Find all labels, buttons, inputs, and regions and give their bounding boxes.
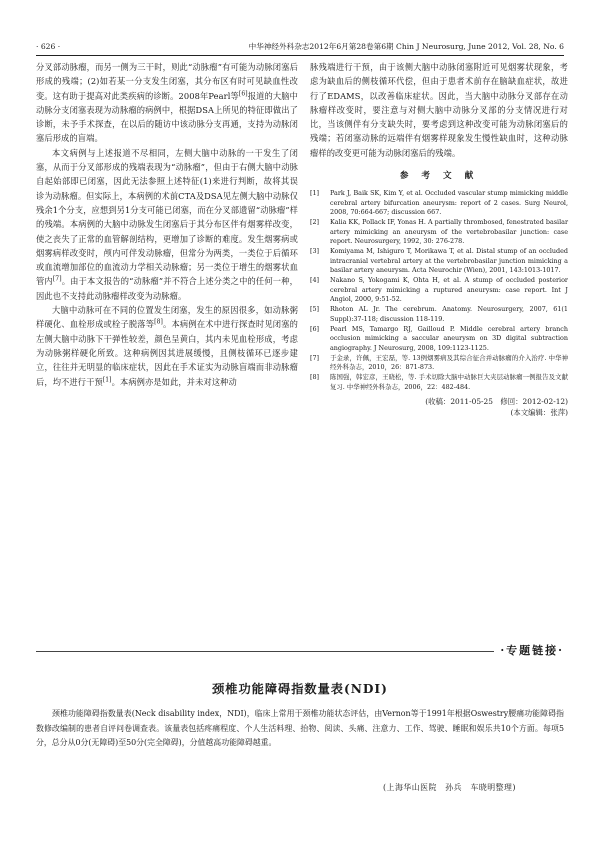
reference-text: Park J, Baik SK, Kim Y, et al. Occluded vascular stump mimicking middle cerebral artery bifurcation aneurysm: report of 2 cases. Surg Neurol, 2008, 70:664-667; discussion 667. xyxy=(330,189,568,217)
running-header xyxy=(36,42,564,52)
reference-text: 陈国强，韩宏彦，王晓松，等. 手术切除大脑中动脉巨大夹层动脉瘤一例报告及文献复习. 中华神经外科杂志，2006，22：482-484. xyxy=(330,373,568,391)
header-divider xyxy=(36,55,564,56)
article-footer: (上海华山医院 孙兵 车晓明整理) xyxy=(382,783,516,792)
reference-item xyxy=(310,373,568,392)
paragraph-1-text-cont: 报道的大脑中动脉分支闭塞表现为动脉瘤的病例中，根据DSA上所见的特征即做出了诊断，未予手术探查，在以后的随访中该动脉分支再通，支持为动脉闭塞后形成的盲端。 xyxy=(36,90,299,144)
reference-text: Pearl MS, Tamargo RJ, Gailloud P. Middle cerebral artery branch occlusion mimicking a saccular aneurysm on 3D digital subtraction angiography. J Neurosurg, 2008, 109:1123-1125. xyxy=(330,324,568,352)
paragraph-1-text: 分叉部动脉瘤，而另一侧为三干时，则此“动脉瘤”有可能为动脉闭塞后形成的残端；(2)如若某一分支发生闭塞，其分布区有时可见缺血性改变。这有助于提高对此类疾病的诊断。2008年Pearl等 xyxy=(36,62,298,101)
paragraph-4: 脉残端进行干预，由于该侧大脑中动脉闭塞附近可见烟雾状现象，考虑为缺血后的侧枝循环代偿，但由于患者术前存在脑缺血症状，故进行了EDAMS，以改善临床症状。因此，当大脑中动脉分叉部存在动脉瘤样改变时，要注意与对侧大脑中动脉分叉部的分支情况进行对比，当该侧伴有分支缺失时，要考虑到这种改变可能为动脉闭塞后的残端；若闭塞动脉的远端伴有烟雾样现象发生慢性缺血时，这种动脉瘤样的改变更可能为动脉闭塞后的残端。 xyxy=(310,62,568,158)
page-number: · 626 · xyxy=(36,42,61,51)
paragraph-3-text-cont: 。本病例在术中进行探查时见闭塞的左侧大脑中动脉下干弹性较差，颜色呈黄白，其内未见血栓形成，考虑为动脉粥样硬化所致。这种病例因其进展缓慢，且侧枝循环已逐步建立，往往并无明显的临床症状，因此在手术证实为动脉盲端而非动脉瘤后，均不进行干预 xyxy=(36,319,298,387)
reference-item xyxy=(310,189,568,218)
reference-number: [4] xyxy=(310,276,320,285)
paragraph-2-text: 本文病例与上述报道不尽相同，左侧大脑中动脉的一干发生了闭塞，从而于分叉部形成的残端表现为“动脉瘤”，但由于右侧大脑中动脉自起始部即已闭塞，因此无法参照上述特征(1)来进行判断，故将其误诊为动脉瘤。但实际上，本病例的术前CTA及DSA见左侧大脑中动脉仅残余1个分支，应想到另1分支可能已闭塞，而在分叉部遗留“动脉瘤”样的残端。本病例的大脑中动脉发生闭塞后于其分布区伴有烟雾样改变，使之丧失了正常的血管解剖结构，更增加了诊断的难度。发生烟雾病或烟雾病样改变时，颅内可伴发动脉瘤，但常分为两类，一类位于后循环或血流增加部位的血流动力学相关动脉瘤；另一类位于增生的烟雾状血管内 xyxy=(36,147,298,287)
paragraph-2-text-cont: 。由于本文报告的“动脉瘤”并不符合上述分类之中的任何一种，因此也不支持此动脉瘤样改变为动脉瘤。 xyxy=(36,276,298,301)
reference-number: [2] xyxy=(310,218,320,227)
citation-6: [6] xyxy=(238,89,248,97)
section-divider xyxy=(36,651,564,652)
references-heading: 参 考 文 献 xyxy=(399,171,479,182)
reference-text: Rhoton AL Jr. The cerebrum. Anatomy. Neurosurgery, 2007, 61(1 Suppl):37-118; discussion 118-119. xyxy=(330,305,568,323)
citation-1: [1] xyxy=(102,375,112,383)
citation-7: [7] xyxy=(52,275,62,283)
reference-number: [6] xyxy=(310,324,320,333)
reference-text: Komiyama M, Ishiguro T, Morikawa T, et al. Distal stump of an occluded intracranial vertebral artery at the vertebrobasilar junction mimicking a basilar artery aneurysm. Acta Neurochir (Wien), 2001, 143:1013-1017. xyxy=(330,247,568,275)
reference-list xyxy=(310,189,568,392)
right-column xyxy=(310,60,568,418)
reference-text: Kalia KK, Pollack IF, Yonas H. A partially thrombosed, fenestrated basilar artery mimicking an aneurysm of the vertebrobasilar junction: case report. Neurosurgery, 1992, 30: 276-278. xyxy=(330,218,568,246)
reference-item xyxy=(310,305,568,324)
reference-number: [5] xyxy=(310,305,320,314)
paragraph-3-text-end: 。本病例亦是如此，并未对这种动 xyxy=(111,376,237,387)
reference-number: [1] xyxy=(310,189,320,198)
article-body: 颈椎功能障碍指数量表(Neck disability index，NDI)，临床上常用于颈椎功能状态评估，由Vernon等于1991年根据Oswestry腰痛功能障碍指数修改编制的患者自评问卷调查表。该量表包括疼痛程度、个人生活料理、抬物、阅读、头痛、注意力、工作、驾驶、睡眠和娱乐共10个方面。每项5分，总分从0分(无障碍)至50分(完全障碍)，分值越高功能障碍越重。 xyxy=(36,709,564,748)
left-column xyxy=(36,60,298,389)
special-link-label: ·专题链接· xyxy=(494,642,564,658)
reference-number: [3] xyxy=(310,247,320,256)
reference-item xyxy=(310,247,568,276)
citation-8: [8] xyxy=(154,318,163,326)
paragraph-3 xyxy=(36,303,298,389)
received-dates: (收稿：2011-05-25 修回：2012-02-12) xyxy=(425,397,568,407)
reference-number: [8] xyxy=(310,373,320,382)
article-title: 颈椎功能障碍指数量表(NDI) xyxy=(212,682,388,696)
reference-item xyxy=(310,354,568,373)
reference-text: Nakano S, Yokogami K, Ohta H, et al. A stump of occluded posterior cerebral artery mimicking a ruptured aneurysm: case report. Int J Angiol, 2000, 9:51-52. xyxy=(330,276,568,304)
reference-number: [7] xyxy=(310,353,320,362)
paragraph-3-text: 大脑中动脉可在不同的位置发生闭塞，发生的原因很多，如动脉粥样硬化、血栓形成或栓子脱落等 xyxy=(36,305,298,330)
journal-citation: 中华神经外科杂志2012年6月第28卷第6期 Chin J Neurosurg, June 2012, Vol. 28, No. 6 xyxy=(248,42,564,51)
reference-item xyxy=(310,218,568,247)
reference-item xyxy=(310,276,568,305)
reference-item xyxy=(310,325,568,354)
editor-credit: (本文编辑：张萍) xyxy=(510,408,568,418)
paragraph-2 xyxy=(36,146,298,303)
reference-text: 于金录，许佩，王宏磊，等. 13例烟雾病及其综合征合并动脉瘤的介入治疗. 中华神经外科杂志，2010，26：871-873. xyxy=(330,353,568,372)
paragraph-1 xyxy=(36,60,298,146)
